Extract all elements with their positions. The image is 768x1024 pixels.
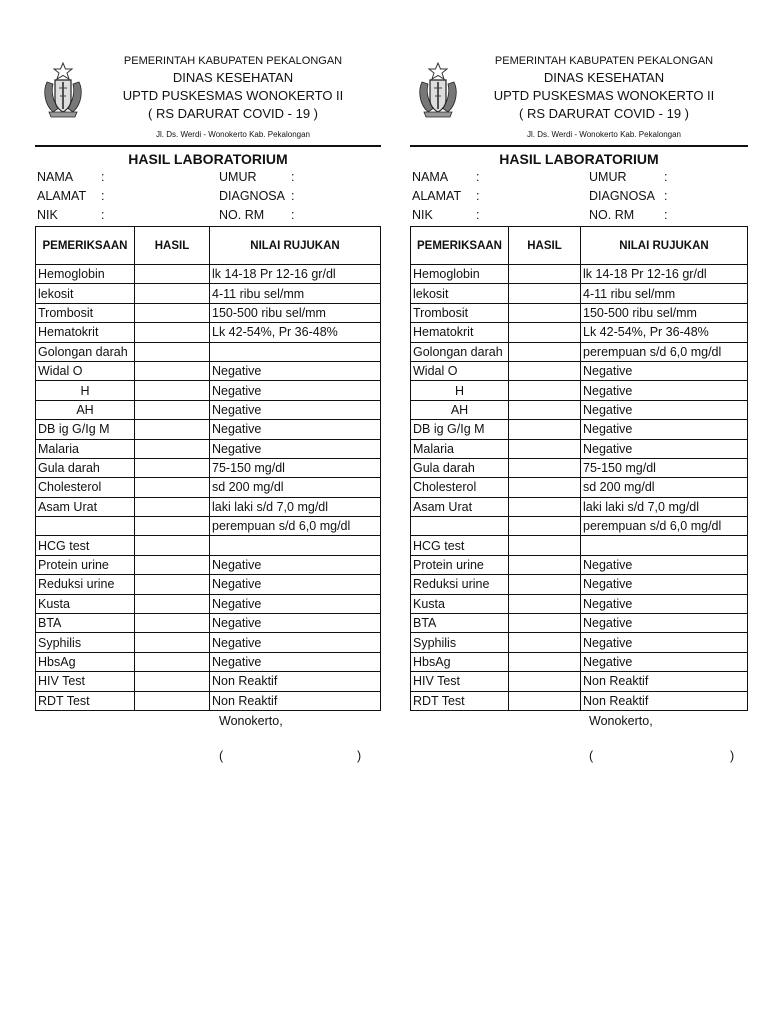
result-cell[interactable]: [509, 303, 581, 322]
result-cell[interactable]: [135, 458, 210, 477]
header-divider: [410, 145, 748, 147]
table-row: [36, 575, 381, 594]
dept-name: DINAS KESEHATAN: [543, 70, 665, 85]
test-name-cell: lekosit: [36, 284, 135, 303]
signature-paren-close: ): [357, 748, 362, 763]
reference-value-cell: Negative: [581, 614, 748, 633]
reference-value-cell: lk 14-18 Pr 12-16 gr/dl: [210, 265, 381, 284]
lab-form-right: [410, 52, 748, 771]
result-cell[interactable]: [135, 439, 210, 458]
test-name-cell: Asam Urat: [411, 497, 509, 516]
result-cell[interactable]: [509, 517, 581, 536]
result-cell[interactable]: [135, 614, 210, 633]
test-name-cell: HIV Test: [36, 672, 135, 691]
table-row: [411, 381, 748, 400]
test-name-cell: Reduksi urine: [411, 575, 509, 594]
test-name-cell: H: [36, 381, 135, 400]
test-name-cell: Hematokrit: [411, 323, 509, 342]
signature-paren-open: (: [219, 748, 224, 763]
label-no-rm: NO. RM: [589, 208, 635, 222]
label-diagnosa: DIAGNOSA: [589, 189, 655, 203]
col-header-nilai-rujukan: NILAI RUJUKAN: [581, 227, 748, 265]
reference-value-cell: 75-150 mg/dl: [210, 458, 381, 477]
reference-value-cell: Negative: [210, 439, 381, 458]
test-name-cell: AH: [36, 400, 135, 419]
table-row: [36, 439, 381, 458]
table-row: [411, 575, 748, 594]
reference-value-cell: Non Reaktif: [210, 672, 381, 691]
table-row: [411, 672, 748, 691]
signature-block: [410, 711, 748, 771]
result-cell[interactable]: [135, 265, 210, 284]
result-cell[interactable]: [135, 342, 210, 361]
colon: :: [664, 208, 668, 222]
colon: :: [476, 170, 480, 184]
test-name-cell: HCG test: [411, 536, 509, 555]
table-row: [36, 303, 381, 322]
table-row: [36, 672, 381, 691]
test-name-cell: Reduksi urine: [36, 575, 135, 594]
result-cell[interactable]: [509, 439, 581, 458]
table-row: [411, 614, 748, 633]
table-row: [36, 633, 381, 652]
test-name-cell: DB ig G/Ig M: [411, 420, 509, 439]
result-cell[interactable]: [135, 555, 210, 574]
table-row: [411, 594, 748, 613]
test-name-cell: Kusta: [36, 594, 135, 613]
table-row: [36, 420, 381, 439]
facility-name: UPTD PUSKESMAS WONOKERTO II: [493, 88, 715, 103]
reference-value-cell: Negative: [581, 555, 748, 574]
reference-value-cell: perempuan s/d 6,0 mg/dl: [210, 517, 381, 536]
reference-value-cell: Negative: [210, 381, 381, 400]
regency-emblem-icon: [39, 60, 87, 118]
result-cell[interactable]: [135, 361, 210, 380]
signature-paren-open: (: [589, 748, 594, 763]
test-name-cell: HbsAg: [36, 652, 135, 671]
reference-value-cell: Non Reaktif: [210, 691, 381, 710]
reference-value-cell: perempuan s/d 6,0 mg/dl: [581, 517, 748, 536]
header-divider: [35, 145, 381, 147]
result-cell[interactable]: [135, 323, 210, 342]
colon: :: [291, 170, 295, 184]
test-name-cell: Hemoglobin: [36, 265, 135, 284]
colon: :: [291, 208, 295, 222]
label-umur: UMUR: [219, 170, 257, 184]
result-cell[interactable]: [509, 672, 581, 691]
result-cell[interactable]: [509, 555, 581, 574]
table-row: [36, 361, 381, 380]
facility-subtitle: ( RS DARURAT COVID - 19 ): [148, 106, 318, 121]
table-row: [36, 614, 381, 633]
result-cell[interactable]: [509, 400, 581, 419]
reference-value-cell: Negative: [210, 614, 381, 633]
result-cell[interactable]: [509, 691, 581, 710]
reference-value-cell: laki laki s/d 7,0 mg/dl: [210, 497, 381, 516]
col-header-nilai-rujukan: NILAI RUJUKAN: [210, 227, 381, 265]
test-name-cell: HCG test: [36, 536, 135, 555]
label-diagnosa: DIAGNOSA: [219, 189, 285, 203]
reference-value-cell: Negative: [210, 594, 381, 613]
table-row: [411, 478, 748, 497]
page-title: HASIL LABORATORIUM: [499, 151, 659, 167]
table-row: [411, 497, 748, 516]
col-header-hasil: HASIL: [135, 227, 210, 265]
reference-value-cell: Negative: [581, 652, 748, 671]
result-cell[interactable]: [135, 381, 210, 400]
signature-block: [35, 711, 381, 771]
test-name-cell: lekosit: [411, 284, 509, 303]
table-row: [411, 555, 748, 574]
table-row: [411, 536, 748, 555]
reference-value-cell: lk 14-18 Pr 12-16 gr/dl: [581, 265, 748, 284]
test-name-cell: Widal O: [411, 361, 509, 380]
test-name-cell: Widal O: [36, 361, 135, 380]
colon: :: [291, 189, 295, 203]
letterhead: [35, 52, 381, 148]
test-name-cell: Golongan darah: [411, 342, 509, 361]
reference-value-cell: Non Reaktif: [581, 691, 748, 710]
lab-results-table: [35, 226, 381, 711]
reference-value-cell: perempuan s/d 6,0 mg/dl: [581, 342, 748, 361]
table-row: [411, 517, 748, 536]
result-cell[interactable]: [135, 420, 210, 439]
label-nik: NIK: [37, 208, 58, 222]
reference-value-cell: 4-11 ribu sel/mm: [210, 284, 381, 303]
reference-value-cell: Negative: [581, 400, 748, 419]
facility-subtitle: ( RS DARURAT COVID - 19 ): [519, 106, 689, 121]
signature-place: Wonokerto,: [219, 713, 283, 728]
letterhead: [410, 52, 748, 148]
reference-value-cell: Negative: [581, 594, 748, 613]
test-name-cell: HbsAg: [411, 652, 509, 671]
test-name-cell: Hematokrit: [36, 323, 135, 342]
reference-value-cell: Negative: [581, 381, 748, 400]
reference-value-cell: Negative: [210, 575, 381, 594]
colon: :: [101, 208, 105, 222]
lab-results-table: [410, 226, 748, 711]
table-row: [36, 536, 381, 555]
test-name-cell: Kusta: [411, 594, 509, 613]
test-name-cell: Hemoglobin: [411, 265, 509, 284]
result-cell[interactable]: [509, 594, 581, 613]
table-row: [36, 478, 381, 497]
colon: :: [476, 208, 480, 222]
reference-value-cell: [210, 536, 381, 555]
test-name-cell: Gula darah: [411, 458, 509, 477]
reference-value-cell: Negative: [210, 361, 381, 380]
result-cell[interactable]: [135, 575, 210, 594]
reference-value-cell: 150-500 ribu sel/mm: [581, 303, 748, 322]
reference-value-cell: laki laki s/d 7,0 mg/dl: [581, 497, 748, 516]
test-name-cell: H: [411, 381, 509, 400]
result-cell[interactable]: [135, 691, 210, 710]
reference-value-cell: Negative: [210, 400, 381, 419]
reference-value-cell: Negative: [210, 555, 381, 574]
label-alamat: ALAMAT: [412, 189, 462, 203]
label-nama: NAMA: [37, 170, 74, 184]
table-row: [411, 303, 748, 322]
colon: :: [664, 189, 668, 203]
signature-place: Wonokerto,: [589, 713, 653, 728]
result-cell[interactable]: [135, 478, 210, 497]
result-cell[interactable]: [135, 517, 210, 536]
colon: :: [476, 189, 480, 203]
reference-value-cell: sd 200 mg/dl: [581, 478, 748, 497]
test-name-cell: Golongan darah: [36, 342, 135, 361]
result-cell[interactable]: [509, 342, 581, 361]
reference-value-cell: Negative: [581, 439, 748, 458]
reference-value-cell: Negative: [581, 633, 748, 652]
test-name-cell: Protein urine: [36, 555, 135, 574]
table-row: [36, 555, 381, 574]
result-cell[interactable]: [509, 497, 581, 516]
reference-value-cell: 4-11 ribu sel/mm: [581, 284, 748, 303]
reference-value-cell: Negative: [581, 575, 748, 594]
reference-value-cell: [210, 342, 381, 361]
result-cell[interactable]: [509, 458, 581, 477]
table-row: [36, 594, 381, 613]
table-row: [36, 342, 381, 361]
table-row: [411, 323, 748, 342]
reference-value-cell: Lk 42-54%, Pr 36-48%: [210, 323, 381, 342]
signature-paren-close: ): [730, 748, 735, 763]
page-title: HASIL LABORATORIUM: [128, 151, 288, 167]
colon: :: [101, 170, 105, 184]
reference-value-cell: 150-500 ribu sel/mm: [210, 303, 381, 322]
table-row: [411, 652, 748, 671]
reference-value-cell: sd 200 mg/dl: [210, 478, 381, 497]
result-cell[interactable]: [135, 633, 210, 652]
reference-value-cell: Negative: [581, 361, 748, 380]
test-name-cell: Syphilis: [411, 633, 509, 652]
test-name-cell: BTA: [411, 614, 509, 633]
test-name-cell: [36, 517, 135, 536]
result-cell[interactable]: [135, 400, 210, 419]
table-row: [36, 691, 381, 710]
table-row: [411, 420, 748, 439]
address: Jl. Ds. Werdi - Wonokerto Kab. Pekalongan: [527, 130, 681, 139]
label-umur: UMUR: [589, 170, 627, 184]
result-cell[interactable]: [135, 594, 210, 613]
result-cell[interactable]: [135, 672, 210, 691]
colon: :: [101, 189, 105, 203]
reference-value-cell: 75-150 mg/dl: [581, 458, 748, 477]
test-name-cell: Malaria: [36, 439, 135, 458]
col-header-pemeriksaan: PEMERIKSAAN: [36, 227, 135, 265]
table-row: [36, 497, 381, 516]
table-row: [36, 381, 381, 400]
test-name-cell: Asam Urat: [36, 497, 135, 516]
label-nik: NIK: [412, 208, 433, 222]
reference-value-cell: Non Reaktif: [581, 672, 748, 691]
col-header-hasil: HASIL: [509, 227, 581, 265]
table-row: [411, 691, 748, 710]
table-row: [36, 652, 381, 671]
result-cell[interactable]: [135, 536, 210, 555]
result-cell[interactable]: [509, 381, 581, 400]
result-cell[interactable]: [135, 284, 210, 303]
result-cell[interactable]: [509, 323, 581, 342]
test-name-cell: Trombosit: [411, 303, 509, 322]
test-name-cell: Syphilis: [36, 633, 135, 652]
address: Jl. Ds. Werdi - Wonokerto Kab. Pekalongan: [156, 130, 310, 139]
gov-name: PEMERINTAH KABUPATEN PEKALONGAN: [123, 55, 343, 67]
gov-name: PEMERINTAH KABUPATEN PEKALONGAN: [494, 55, 714, 67]
result-cell[interactable]: [135, 652, 210, 671]
test-name-cell: Gula darah: [36, 458, 135, 477]
table-row: [411, 361, 748, 380]
reference-value-cell: [581, 536, 748, 555]
table-row: [36, 323, 381, 342]
result-cell[interactable]: [135, 303, 210, 322]
result-cell[interactable]: [509, 478, 581, 497]
test-name-cell: BTA: [36, 614, 135, 633]
test-name-cell: AH: [411, 400, 509, 419]
label-no-rm: NO. RM: [219, 208, 265, 222]
label-alamat: ALAMAT: [37, 189, 87, 203]
result-cell[interactable]: [509, 265, 581, 284]
facility-name: UPTD PUSKESMAS WONOKERTO II: [122, 88, 344, 103]
table-row: [411, 400, 748, 419]
patient-info: [35, 168, 381, 226]
test-name-cell: RDT Test: [411, 691, 509, 710]
test-name-cell: Trombosit: [36, 303, 135, 322]
colon: :: [664, 170, 668, 184]
result-cell[interactable]: [509, 614, 581, 633]
test-name-cell: HIV Test: [411, 672, 509, 691]
regency-emblem-icon: [414, 60, 462, 118]
table-row: [411, 439, 748, 458]
table-row: [36, 265, 381, 284]
result-cell[interactable]: [509, 633, 581, 652]
test-name-cell: Protein urine: [411, 555, 509, 574]
patient-info: [410, 168, 748, 226]
result-cell[interactable]: [509, 420, 581, 439]
reference-value-cell: Negative: [210, 420, 381, 439]
label-nama: NAMA: [412, 170, 449, 184]
table-row: [411, 342, 748, 361]
result-cell[interactable]: [509, 536, 581, 555]
table-row: [36, 284, 381, 303]
table-row: [36, 458, 381, 477]
table-row: [36, 517, 381, 536]
reference-value-cell: Negative: [210, 652, 381, 671]
test-name-cell: [411, 517, 509, 536]
dept-name: DINAS KESEHATAN: [172, 70, 294, 85]
test-name-cell: RDT Test: [36, 691, 135, 710]
reference-value-cell: Negative: [581, 420, 748, 439]
table-row: [411, 284, 748, 303]
test-name-cell: Malaria: [411, 439, 509, 458]
test-name-cell: Cholesterol: [36, 478, 135, 497]
result-cell[interactable]: [509, 284, 581, 303]
col-header-pemeriksaan: PEMERIKSAAN: [411, 227, 509, 265]
test-name-cell: Cholesterol: [411, 478, 509, 497]
result-cell[interactable]: [509, 575, 581, 594]
reference-value-cell: Negative: [210, 633, 381, 652]
table-row: [36, 400, 381, 419]
reference-value-cell: Lk 42-54%, Pr 36-48%: [581, 323, 748, 342]
table-row: [411, 458, 748, 477]
result-cell[interactable]: [509, 361, 581, 380]
table-row: [411, 633, 748, 652]
result-cell[interactable]: [509, 652, 581, 671]
test-name-cell: DB ig G/Ig M: [36, 420, 135, 439]
table-row: [411, 265, 748, 284]
result-cell[interactable]: [135, 497, 210, 516]
lab-form-left: [35, 52, 381, 771]
